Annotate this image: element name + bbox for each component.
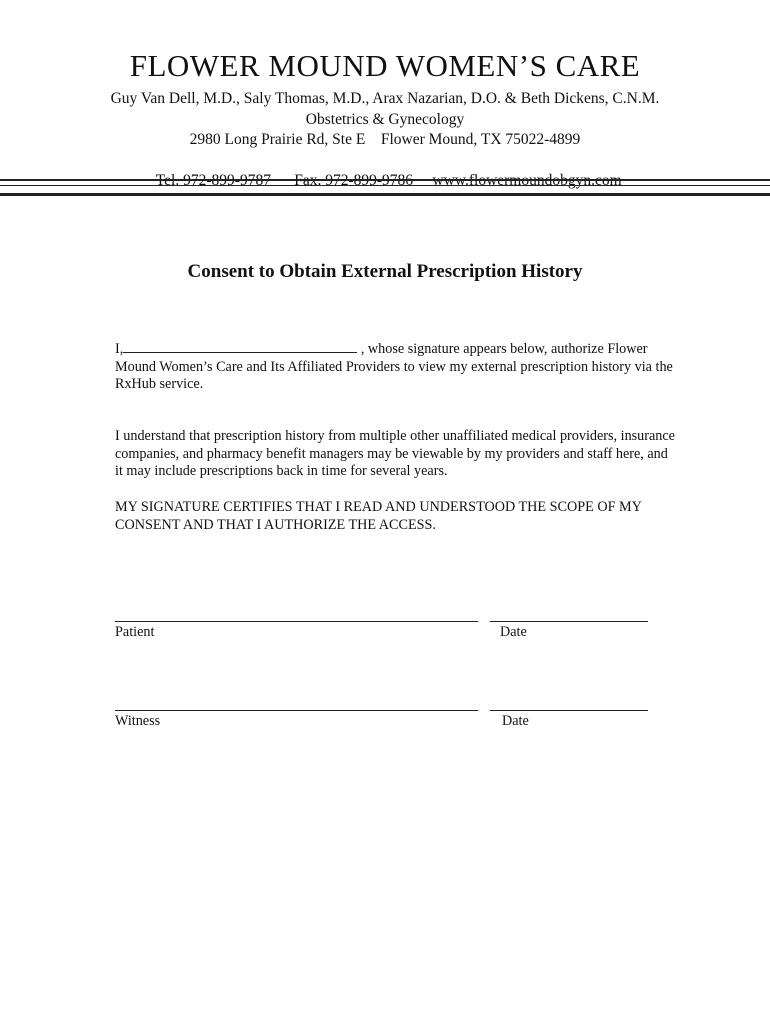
patient-name-blank[interactable] [123,339,357,353]
authorization-paragraph [115,339,675,394]
specialty-line: Obstetrics & Gynecology [305,111,465,128]
document-title: Consent to Obtain External Prescription History [187,261,583,282]
authorization-prefix: I, [115,341,124,357]
patient-date-label: Date [500,624,527,640]
certification-paragraph: MY SIGNATURE CERTIFIES THAT I READ AND UNDERSTOOD THE SCOPE OF MY CONSENT AND THAT I AUTHORIZE THE ACCESS. [115,499,642,533]
practice-name: FLOWER MOUND WOMEN’S CARE [129,48,641,83]
witness-signature-line[interactable] [115,710,478,711]
witness-date-label: Date [502,713,529,729]
header-rule-top [0,179,770,181]
patient-label: Patient [115,624,155,640]
authorization-text: , whose signature appears below, authorize Flower Mound Women’s Care and Its Affiliated Providers to view my external prescription history via the RxHub service. [115,341,673,392]
understanding-paragraph: I understand that prescription history from multiple other unaffiliated medical providers, insurance companies, and pharmacy benefit managers may be viewable by my providers and staff here, and it may include prescriptions back in time for several years. [115,428,675,479]
header-rule-bottom [0,193,770,196]
witness-label: Witness [115,713,161,729]
address-line: 2980 Long Prairie Rd, Ste E Flower Mound, TX 75022-4899 [189,131,581,148]
patient-date-line[interactable] [490,621,648,622]
patient-signature-line[interactable] [115,621,478,622]
providers-line: Guy Van Dell, M.D., Saly Thomas, M.D., Arax Nazarian, D.O. & Beth Dickens, C.N.M. [110,90,660,107]
witness-date-line[interactable] [490,710,648,711]
header-rule-middle [0,185,770,186]
